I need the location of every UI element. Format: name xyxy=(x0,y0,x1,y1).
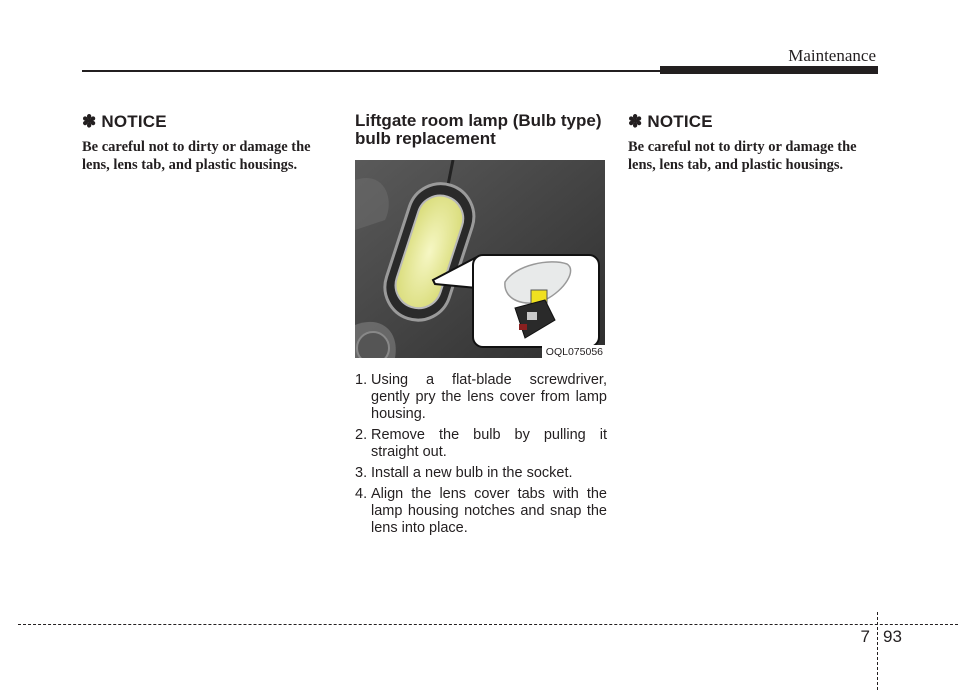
notice-title: ✽ NOTICE xyxy=(82,112,167,131)
middle-column xyxy=(355,108,607,541)
list-item: 2. Remove the bulb by pulling it straight out. xyxy=(355,427,607,460)
lamp-figure xyxy=(355,160,605,358)
chapter-number: 7 xyxy=(860,627,870,646)
left-column xyxy=(82,108,334,174)
header-rule-thin xyxy=(82,70,662,72)
figure-code: OQL075056 xyxy=(542,345,605,358)
lamp-illustration xyxy=(355,160,605,358)
header-rule-thick xyxy=(660,66,878,74)
list-item: 4. Align the lens cover tabs with the lamp housing notches and snap the lens into place. xyxy=(355,486,607,536)
notice-text: Be careful not to dirty or damage the lens, lens tab, and plastic housings. xyxy=(628,139,857,173)
list-item: 3. Install a new bulb in the socket. xyxy=(355,465,573,481)
footer-page-separator xyxy=(877,612,878,690)
notice-title: ✽ NOTICE xyxy=(628,112,713,131)
step-list xyxy=(355,372,607,537)
section-title: Liftgate room lamp (Bulb type) bulb replacement xyxy=(355,111,602,148)
list-item: 1. Using a flat-blade screwdriver, gently pry the lens cover from lamp housing. xyxy=(355,372,607,422)
page-number: 93 xyxy=(883,627,902,646)
notice-text: Be careful not to dirty or damage the lens, lens tab, and plastic housings. xyxy=(82,139,311,173)
header-title: Maintenance xyxy=(788,46,876,65)
footer-divider xyxy=(18,624,958,625)
right-column xyxy=(628,108,880,174)
